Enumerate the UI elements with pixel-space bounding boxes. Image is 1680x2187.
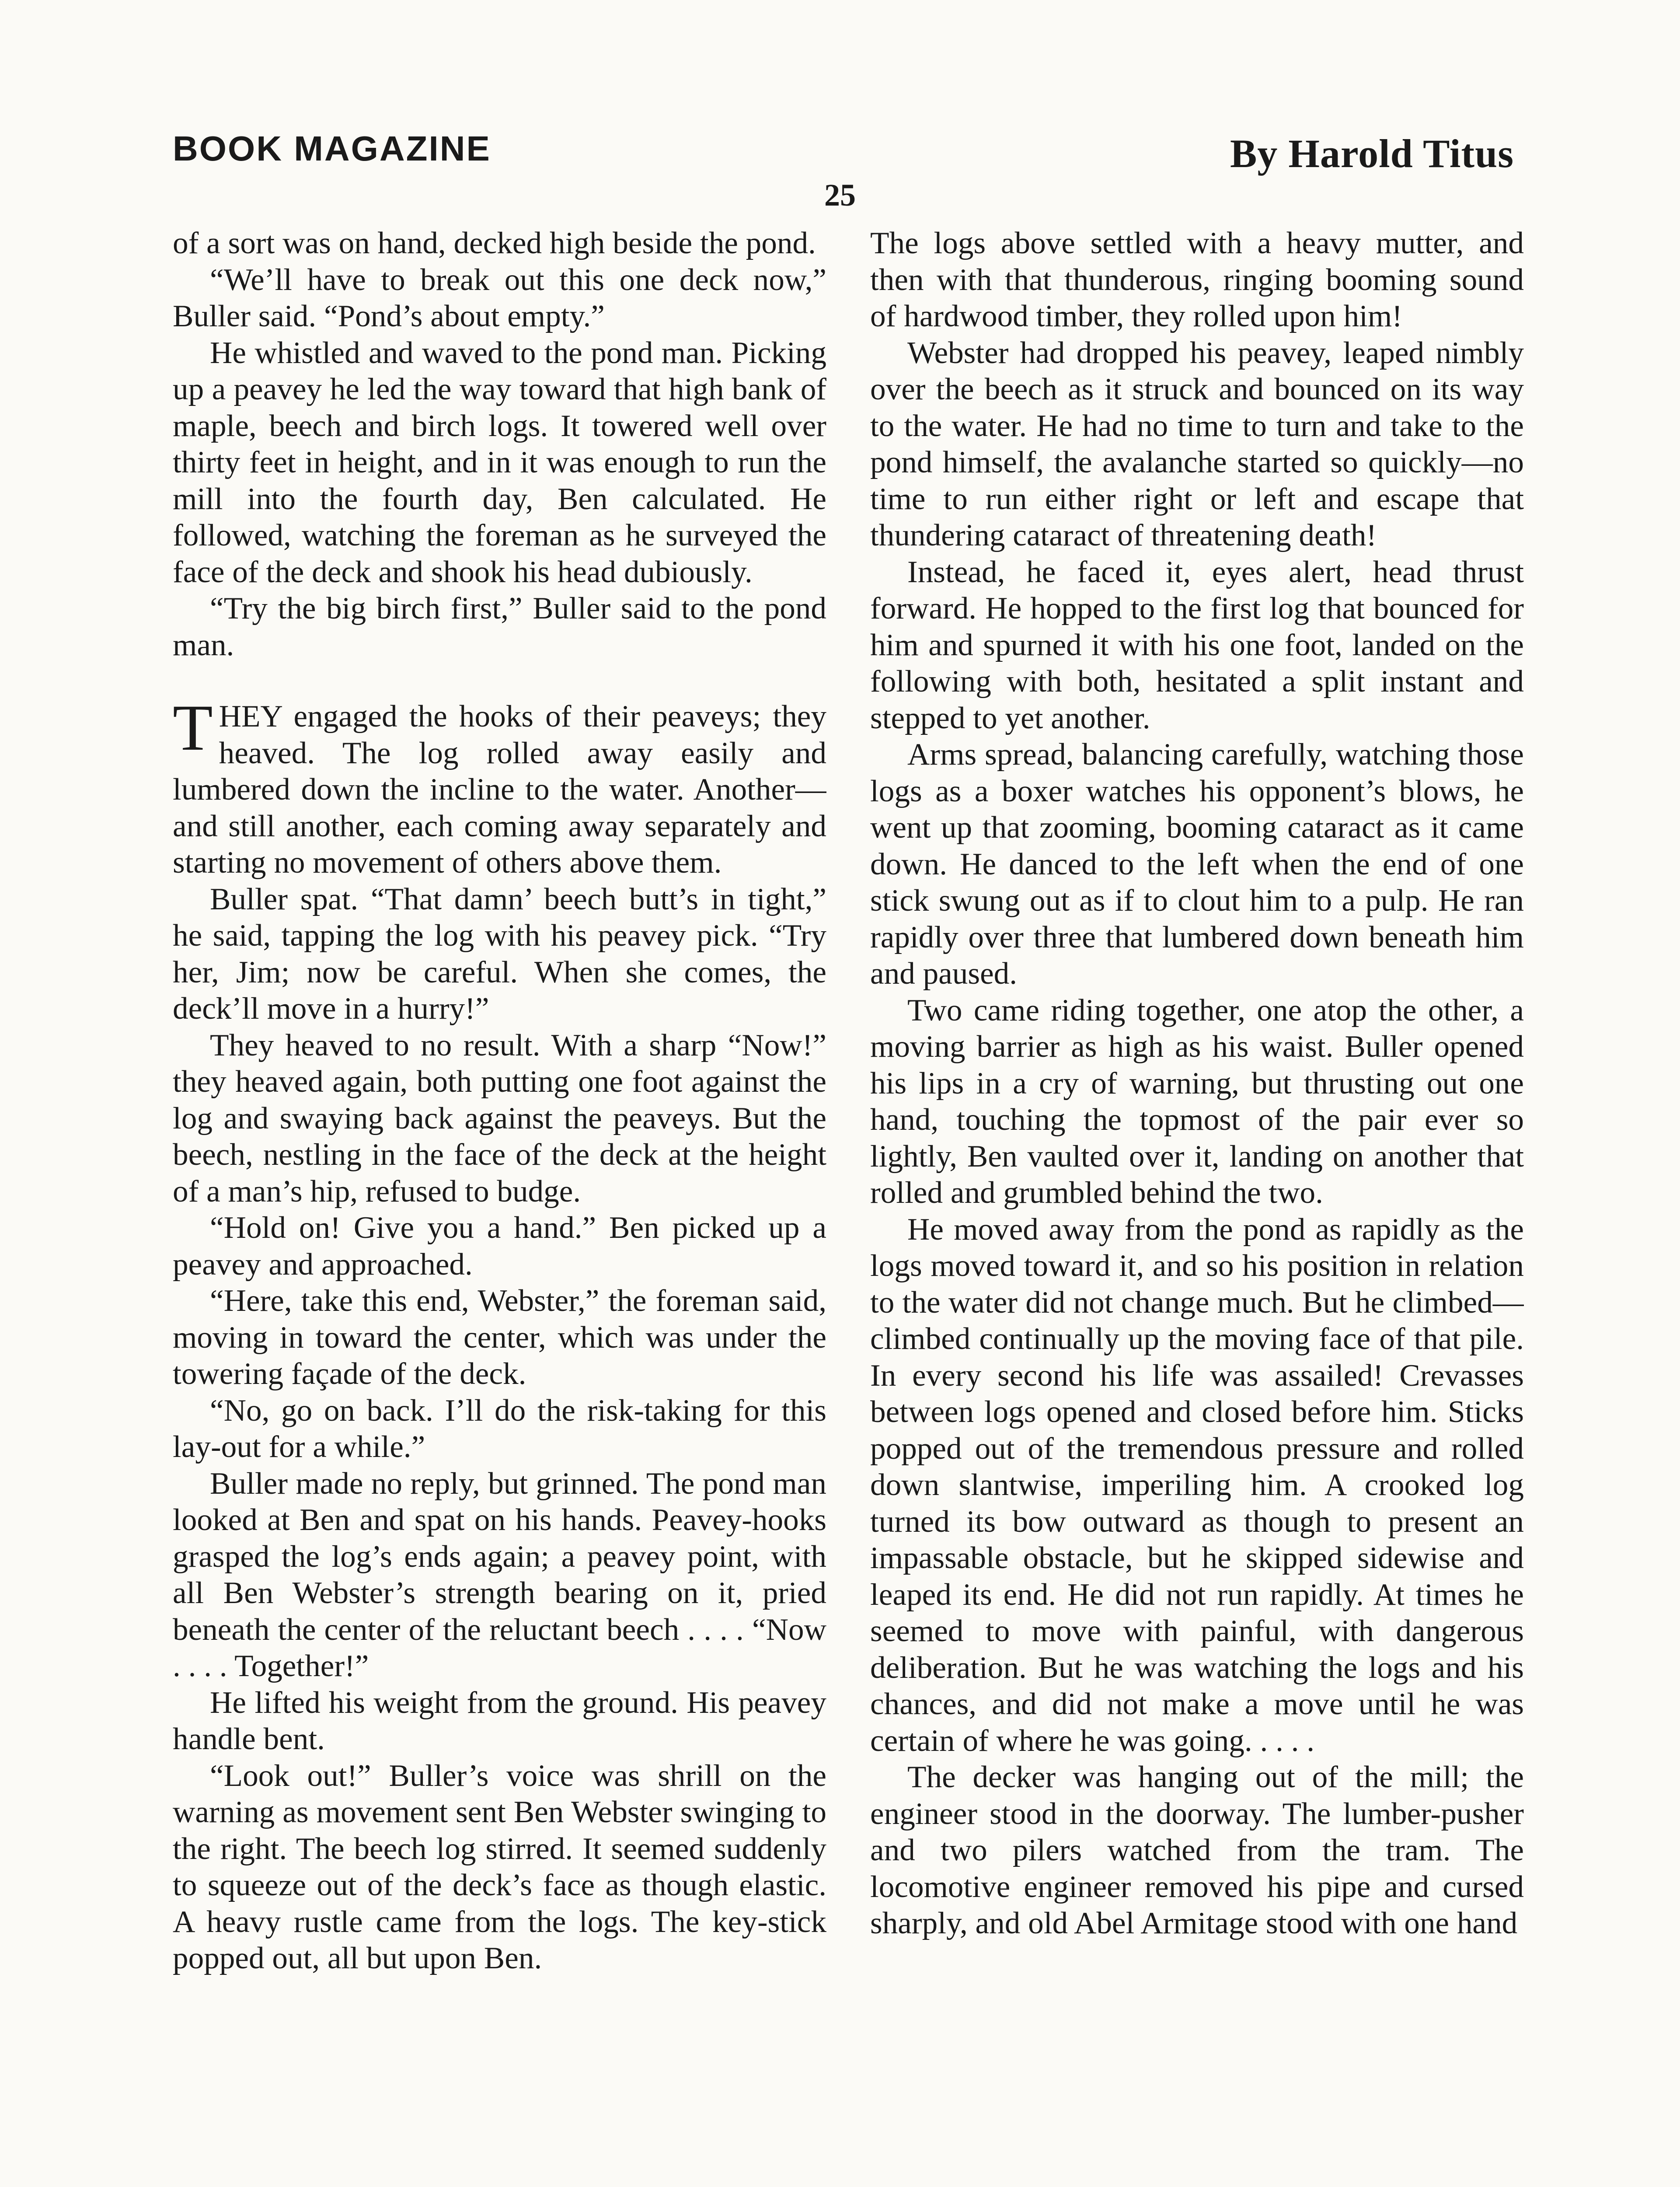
paragraph: He whistled and waved to the pond man. Picking up a peavey he led the way toward that high bank of maple, beech and birch logs. It towered well over thirty feet in height, and in it was enough to run the mill into the fourth day, Ben calculated. He followed, watching the foreman as he surveyed the face of the deck and shook his head dubiously. (173, 335, 826, 589)
paragraph: “Hold on! Give you a hand.” Ben picked up a peavey and approached. (173, 1211, 826, 1282)
paragraph: The decker was hanging out of the mill; the engineer stood in the doorway. The lumber-pusher and two pilers watched from the tram. The locomotive engineer removed his pipe and cursed sharply, and old Abel Armitage stood with one hand (870, 1760, 1524, 1940)
paragraph: They heaved to no result. With a sharp “Now!” they heaved again, both putting one foot against the log and swaying back against the peaveys. But the beech, nestling in the face of the deck at the height of a man’s hip, refused to budge. (173, 1028, 826, 1209)
drop-cap: T (173, 692, 213, 764)
paragraph: “Try the big birch first,” Buller said to the pond man. (173, 591, 826, 662)
paragraph: “We’ll have to break out this one deck now,” Buller said. “Pond’s about empty.” (173, 262, 826, 333)
paragraph: He lifted his weight from the ground. His peavey handle bent. (173, 1685, 826, 1756)
paragraph: Buller made no reply, but grinned. The pond man looked at Ben and spat on his hands. Peavey-hooks grasped the log’s ends again; a peavey point, with all Ben Webster’s strength bearing on it, pried beneath the center of the reluctant beech . . . . “Now . . . . Together!” (173, 1466, 826, 1683)
paragraph: Webster had dropped his peavey, leaped nimbly over the beech as it struck and bounced on its way to the water. He had no time to turn and take to the pond himself, the avalanche started so quickly—no time to run either right or left and escape that thundering cataract of threatening death! (870, 335, 1524, 552)
paragraph: Two came riding together, one atop the other, a moving barrier as high as his waist. Buller opened his lips in a cry of warning, but thrusting out one hand, touching the topmost of the pair ever so lightly, Ben vaulted over it, landing on another that rolled and grumbled behind the two. (870, 993, 1524, 1210)
paragraph: “Here, take this end, Webster,” the foreman said, moving in toward the center, which was under the towering façade of the deck. (173, 1284, 826, 1391)
paragraph: Instead, he faced it, eyes alert, head thrust forward. He hopped to the first log that bounced for him and spurned it with his one foot, landed on the following with both, hesitated a split instant and stepped to yet another. (870, 555, 1524, 735)
paragraph: Buller spat. “That damn’ beech butt’s in tight,” he said, tapping the log with his peavey pick. “Try her, Jim; now be careful. When she comes, the deck’ll move in a hurry!” (173, 882, 826, 1026)
left-column (173, 225, 826, 2187)
right-column (870, 225, 1524, 2187)
magazine-title: BOOK MAGAZINE (173, 129, 491, 168)
paragraph: Arms spread, balancing carefully, watching those logs as a boxer watches his opponent’s blows, he went up that zooming, booming cataract as it came down. He danced to the left when the end of one stick swung out as if to clout him to a pulp. He ran rapidly over three that lumbered down beneath him and paused. (870, 737, 1524, 991)
paragraph (173, 692, 826, 881)
paragraph: “No, go on back. I’ll do the risk-taking for this lay-out for a while.” (173, 1393, 826, 1464)
paragraph-text: HEY engaged the hooks of their peaveys; they heaved. The log rolled away easily and lumbered down the incline to the water. Another—and still another, each coming away separately and starting no movement of others above them. (173, 699, 826, 880)
page-number: 25 (824, 178, 856, 213)
author-byline: By Harold Titus (1230, 131, 1514, 176)
paragraph: He moved away from the pond as rapidly as the logs moved toward it, and so his position in relation to the water did not change much. But he climbed—climbed continually up the moving face of that pile. In every second his life was assailed! Crevasses between logs opened and closed before him. Sticks popped out of the tremendous pressure and rolled down slantwise, imperiling him. A crooked log turned its bow outward as though to present an impassable obstacle, but he skipped sidewise and leaped its end. He did not run rapidly. At times he seemed to move with painful, with dangerous deliberation. But he was watching the logs and his chances, and did not make a move until he was certain of where he was going. . . . . (870, 1212, 1524, 1758)
paragraph: The logs above settled with a heavy mutter, and then with that thunderous, ringing booming sound of hardwood timber, they rolled upon him! (870, 226, 1524, 333)
paragraph: “Look out!” Buller’s voice was shrill on the warning as movement sent Ben Webster swinging to the right. The beech log stirred. It seemed suddenly to squeeze out of the deck’s face as though elastic. A heavy rustle came from the logs. The key-stick popped out, all but upon Ben. (173, 1758, 826, 1975)
paragraph: of a sort was on hand, decked high beside the pond. (173, 226, 816, 260)
